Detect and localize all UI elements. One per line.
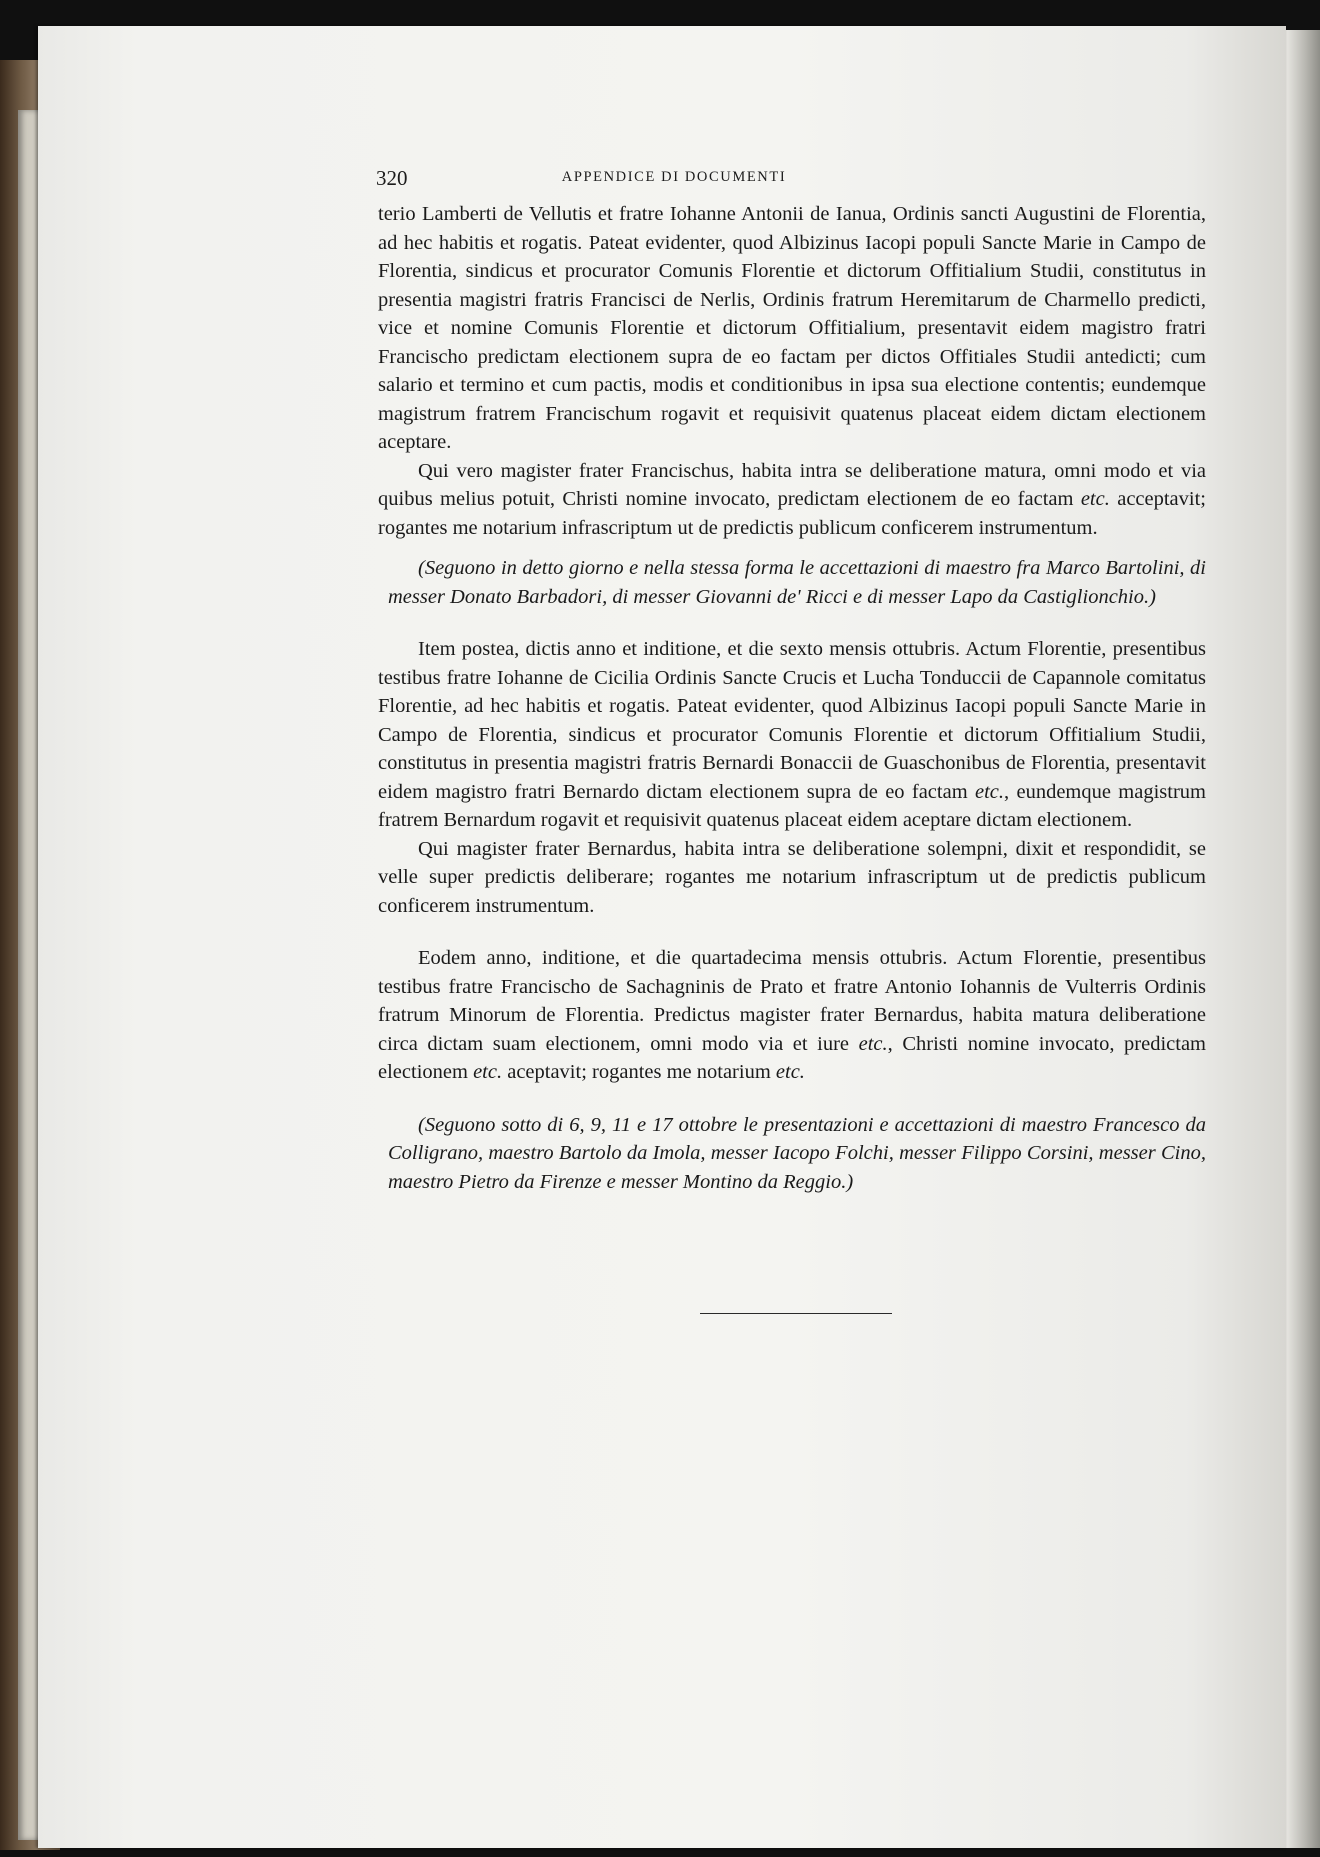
paragraph-continuation: terio Lamberti de Vellutis et fratre Iohanne Antonii de Ianua, Ordinis sancti Augustini de Florentia, ad hec habitis et rogatis. Pateat evidenter, quod Albizinus Iacopi populi Sancte Marie in Campo de Florentia, sindicus et procurator Comunis Florentie et dictorum Offitialium Studii, constitutus in presentia magistri fratris Francisci de Nerlis, Ordinis fratrum Heremitarum de Charmello predicti, vice et nomine Comunis Florentie et dictorum Offitialium, presentavit eidem magistro fratri Francischo predictam electionem supra de eo factam per dictos Offitiales Studii antedicti; cum salario et termino et cum pactis, modis et conditionibus in ipsa sua electione contentis; eundemque magistrum fratrem Francischum rogavit et requisivit quatenus placeat eidem dictam electionem aceptare. [378,203,1206,453]
editorial-note: (Seguono sotto di 6, 9, 11 e 17 ottobre le presentazioni e accettazioni di maestro Francesco da Colligrano, maestro Bartolo da Imola, messer Iacopo Folchi, messer Filippo Corsini, messer Cino, maestro Pietro da Firenze e messer Montino da Reggio.) [388,1113,1206,1193]
page-header [376,166,972,192]
paragraph-presentation-bernardus [378,635,1206,835]
text-run: Eodem anno, inditione, et die quartadecima mensis ottubris. Actum Florentie, presentibus testibus fratre Francischo de Sachagninis de Prato et fratre Antonio Iohannis de Vulterris Ordinis fratrum Minorum de Florentia. Predictus magister frater Bernardus, habita matura deliberatione circa dictam suam electionem, omni modo via et iure [378,947,1206,1055]
text-run: acceptavit; rogantes me notarium infrascriptum ut de predictis publicum conficerem instrumentum. [378,488,1206,539]
text-run: , Christi nomine invocato, predictam electionem [378,1032,1206,1083]
text-run: Qui vero magister frater Francischus, habita intra se deliberatione matura, omni modo et via quibus melius potuit, Christi nomine invocato, predictam electionem de eo factam [378,459,1206,510]
text-run: , eundemque magistrum fratrem Bernardum rogavit et requisivit quatenus placeat eidem aceptare dictam electionem. [378,780,1206,831]
etc-abbrev: etc. [974,780,1005,803]
etc-abbrev: etc. [473,1061,503,1083]
paragraph-acceptance-bernardus [378,944,1206,1087]
editorial-note: (Seguono in detto giorno e nella stessa forma le accettazioni di maestro fra Marco Bartolini, di messer Donato Barbadori, di messer Giovanni de' Ricci e di messer Lapo da Castiglionchio.) [388,557,1206,608]
page-number: 320 [376,166,408,190]
closing-rule [700,1313,892,1314]
etc-abbrev: etc. [858,1032,888,1055]
etc-abbrev: etc. [775,1061,805,1083]
text-run: Item postea, dictis anno et inditione, et die sexto mensis ottubris. Actum Florentie, presentibus testibus fratre Iohanne de Cicilia Ordinis Sancte Crucis et Lucha Tonduccii de Capannole comitatus Florentie, ad hec habitis et rogatis. Pateat evidenter, quod Albizinus Iacopi populi Sancte Marie in Campo de Florentia, sindicus et procurator Comunis Florentie et dictorum Offitialium Studii, constitutus in presentia magistri fratris Bernardi Bonaccii de Guaschonibus de Florentia, presentavit eidem magistro fratri Bernardo dictam electionem supra de eo factam [378,638,1206,803]
text-run: aceptavit; rogantes me notarium [502,1061,776,1083]
paragraph-deliberation: Qui magister frater Bernardus, habita intra se deliberatione solempni, dixit et respondidit, se velle super predictis deliberare; rogantes me notarium infrascriptum ut de predictis publicum conficerem instrumentum. [378,837,1206,917]
document-body [378,200,1206,1196]
paragraph-acceptance-francischus [378,457,1206,543]
running-title: APPENDICE DI DOCUMENTI [561,169,787,185]
etc-abbrev: etc. [1080,488,1110,510]
